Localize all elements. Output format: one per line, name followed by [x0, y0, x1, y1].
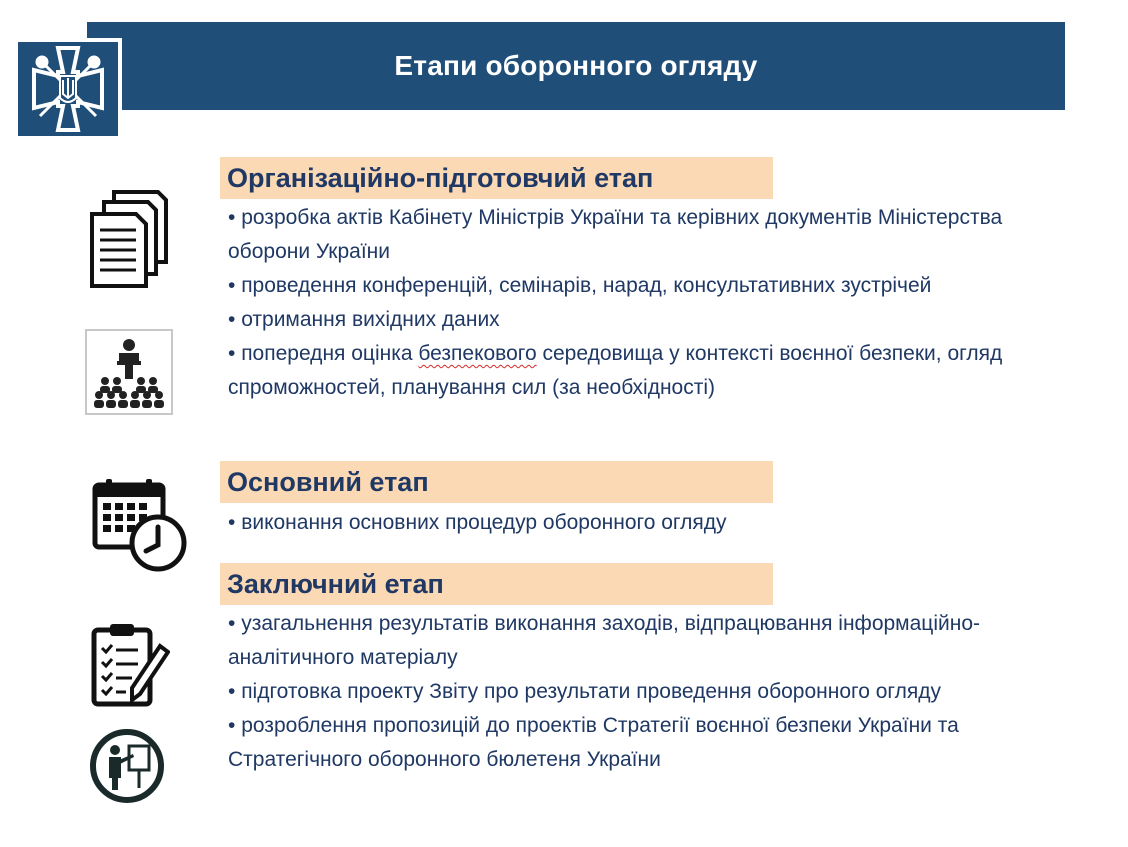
speaker-audience-icon — [85, 329, 173, 415]
preparatory-list — [228, 201, 1058, 405]
section-title-main: Основний етап — [220, 461, 773, 503]
list-item: • підготовка проекту Звіту про результати проведення оборонного огляду — [228, 675, 1058, 709]
emblem-icon — [18, 42, 118, 136]
main-list — [228, 506, 1058, 540]
section-title-preparatory: Організаційно-підготовчий етап — [220, 157, 773, 199]
list-item: • розроблення пропозицій до проектів Стратегії воєнної безпеки України та Стратегічного оборонного бюлетеня України — [228, 709, 1058, 777]
list-item: • узагальнення результатів виконання заходів, відпрацювання інформаційно-аналітичного матеріалу — [228, 607, 1058, 675]
checklist-icon — [90, 620, 170, 708]
presentation-icon — [89, 728, 165, 804]
final-list — [228, 607, 1058, 777]
calendar-clock-icon — [92, 477, 190, 575]
spellcheck-word: безпекового — [418, 342, 537, 365]
header-bar — [87, 22, 1065, 110]
list-item: • виконання основних процедур оборонного огляду — [228, 506, 1058, 540]
documents-icon — [86, 188, 170, 290]
section-title-final: Заключний етап — [220, 563, 773, 605]
emblem-logo — [14, 38, 122, 140]
page-title: Етапи оборонного огляду — [394, 50, 758, 81]
list-item: • розробка актів Кабінету Міністрів України та керівних документів Міністерства оборони України — [228, 201, 1058, 269]
list-item: • попередня оцінка безпекового середовища у контексті воєнної безпеки, огляд спроможностей, планування сил (за необхідності) — [228, 337, 1058, 405]
list-item: • проведення конференцій, семінарів, нарад, консультативних зустрічей — [228, 269, 1058, 303]
list-item: • отримання вихідних даних — [228, 303, 1058, 337]
